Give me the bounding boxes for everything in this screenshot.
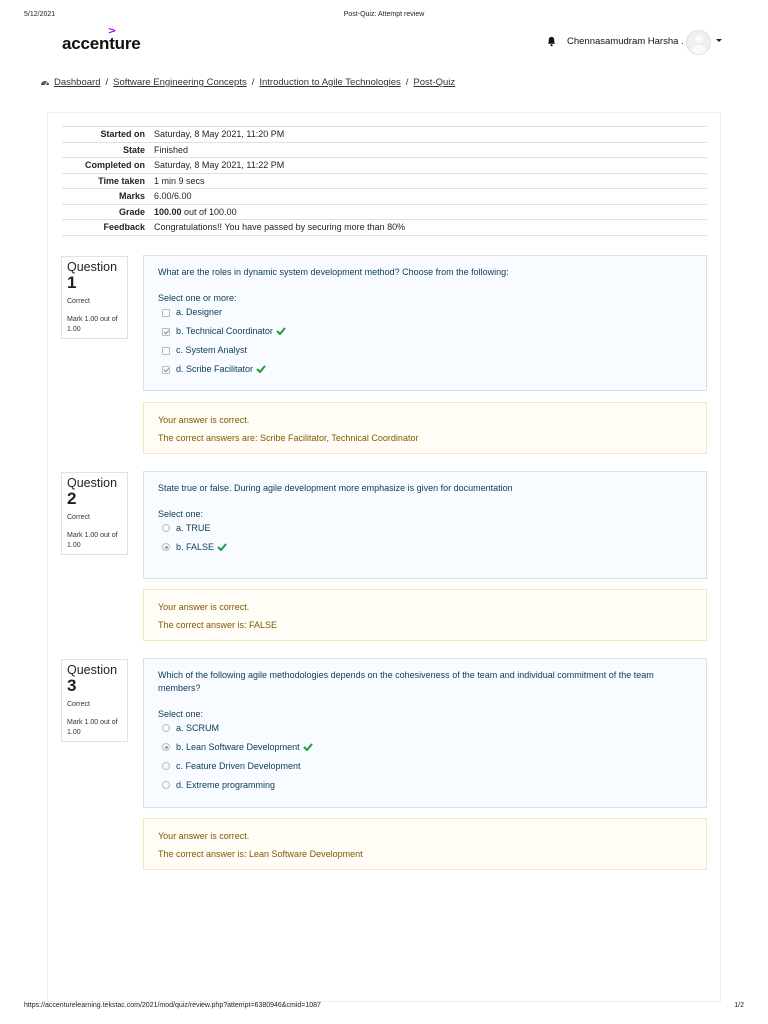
question-label: Question bbox=[67, 260, 118, 274]
check-icon bbox=[303, 743, 313, 751]
question-info bbox=[61, 256, 128, 339]
summary-value bbox=[154, 204, 707, 220]
grade-total: out of 100.00 bbox=[181, 206, 237, 217]
answer-radio[interactable] bbox=[162, 781, 170, 789]
answer-radio[interactable] bbox=[162, 724, 170, 732]
breadcrumb-quiz[interactable]: Post-Quiz bbox=[413, 77, 456, 88]
answer-label: a. TRUE bbox=[176, 523, 211, 533]
summary-value: Saturday, 8 May 2021, 11:20 PM bbox=[154, 129, 285, 140]
answer-radio[interactable] bbox=[162, 743, 170, 751]
summary-value: 1 min 9 secs bbox=[154, 175, 205, 186]
answer-option[interactable] bbox=[158, 341, 692, 360]
summary-row bbox=[62, 142, 707, 158]
print-title: Post-Quiz: Attempt review bbox=[343, 11, 425, 18]
question-mark: Mark 1.00 out of 1.00 bbox=[67, 316, 118, 333]
avatar-head bbox=[695, 35, 703, 43]
question-content bbox=[143, 471, 707, 579]
summary-value: 6.00/6.00 bbox=[154, 191, 192, 202]
right-answer-text: The correct answer is: FALSE bbox=[158, 620, 278, 630]
answer-option[interactable] bbox=[158, 360, 692, 379]
question-feedback bbox=[143, 589, 707, 641]
summary-row bbox=[62, 173, 707, 189]
summary-value: Saturday, 8 May 2021, 11:22 PM bbox=[154, 160, 285, 171]
dashboard-icon bbox=[40, 78, 50, 86]
summary-label: Completed on bbox=[85, 160, 145, 171]
breadcrumb-separator: / bbox=[105, 77, 109, 88]
answer-label: b. Lean Software Development bbox=[176, 742, 300, 752]
question-content bbox=[143, 658, 707, 808]
summary-label: Grade bbox=[118, 206, 145, 217]
question-label: Question bbox=[67, 476, 118, 490]
print-date: 5/12/2021 bbox=[24, 11, 56, 18]
summary-row bbox=[62, 127, 707, 143]
summary-label: State bbox=[122, 144, 145, 155]
breadcrumb-separator: / bbox=[405, 77, 409, 88]
breadcrumb bbox=[40, 77, 455, 88]
summary-label: Time taken bbox=[98, 175, 145, 186]
summary-value: Finished bbox=[154, 144, 189, 155]
check-icon bbox=[276, 327, 286, 335]
answer-radio[interactable] bbox=[162, 543, 170, 551]
question-info bbox=[61, 659, 128, 742]
question-number: 2 bbox=[67, 489, 77, 508]
logo-accent-mark: > bbox=[108, 26, 116, 37]
navbar bbox=[0, 28, 768, 64]
summary-row bbox=[62, 158, 707, 174]
answer-label: c. System Analyst bbox=[176, 345, 248, 355]
summary-label: Marks bbox=[118, 191, 145, 202]
breadcrumb-course[interactable]: Software Engineering Concepts bbox=[113, 77, 247, 88]
summary-label: Started on bbox=[100, 129, 145, 140]
print-page-number: 1/2 bbox=[734, 1002, 744, 1009]
question-mark: Mark 1.00 out of 1.00 bbox=[67, 719, 118, 736]
answer-option[interactable] bbox=[158, 719, 692, 738]
feedback-text: Your answer is correct. bbox=[158, 831, 250, 841]
grade-value: 100.00 bbox=[154, 206, 182, 217]
answer-option[interactable] bbox=[158, 538, 692, 557]
question-text: What are the roles in dynamic system development method? Choose from the following: bbox=[158, 267, 509, 277]
right-answer-text: The correct answer is: Lean Software Development bbox=[158, 849, 363, 859]
question-number: 3 bbox=[67, 676, 77, 695]
answer-label: d. Extreme programming bbox=[176, 780, 276, 790]
attempt-summary-table bbox=[62, 126, 707, 236]
answer-label: a. SCRUM bbox=[176, 723, 220, 733]
question-label: Question bbox=[67, 663, 118, 677]
answer-option[interactable] bbox=[158, 322, 692, 341]
question-text: Which of the following agile methodologies depends on the cohesiveness of the team and individual commitment of the team members? bbox=[158, 670, 654, 693]
answer-option[interactable] bbox=[158, 757, 692, 776]
answer-radio[interactable] bbox=[162, 524, 170, 532]
answer-label: a. Designer bbox=[176, 307, 223, 317]
avatar[interactable] bbox=[686, 30, 711, 55]
caret-down-icon[interactable] bbox=[716, 39, 722, 42]
right-answer-text: The correct answers are: Scribe Facilitator, Technical Coordinator bbox=[158, 433, 419, 443]
question-prompt: Select one or more: bbox=[158, 293, 237, 303]
answer-checkbox[interactable] bbox=[162, 366, 170, 374]
answer-option[interactable] bbox=[158, 776, 692, 795]
feedback-text: Your answer is correct. bbox=[158, 415, 250, 425]
answer-label: c. Feature Driven Development bbox=[176, 761, 301, 771]
summary-value: Congratulations!! You have passed by securing more than 80% bbox=[154, 222, 406, 233]
logo-text: accenture bbox=[62, 34, 141, 53]
accenture-logo[interactable] bbox=[62, 26, 141, 54]
bell-icon[interactable] bbox=[546, 36, 557, 47]
question-number: 1 bbox=[67, 273, 77, 292]
question-feedback bbox=[143, 818, 707, 870]
question-state: Correct bbox=[67, 701, 90, 708]
print-header bbox=[0, 11, 768, 23]
avatar-body bbox=[691, 45, 707, 55]
summary-label: Feedback bbox=[103, 222, 145, 233]
answer-checkbox[interactable] bbox=[162, 328, 170, 336]
summary-row bbox=[62, 220, 707, 236]
check-icon bbox=[217, 543, 227, 551]
answer-checkbox[interactable] bbox=[162, 347, 170, 355]
answer-option[interactable] bbox=[158, 519, 692, 538]
answer-option[interactable] bbox=[158, 738, 692, 757]
question-content bbox=[143, 255, 707, 391]
breadcrumb-dashboard[interactable]: Dashboard bbox=[54, 77, 101, 88]
answer-label: d. Scribe Facilitator bbox=[176, 364, 254, 374]
question-mark: Mark 1.00 out of 1.00 bbox=[67, 532, 118, 549]
summary-row bbox=[62, 189, 707, 205]
print-url: https://accenturelearning.tekstac.com/2021/mod/quiz/review.php?attempt=6380946&cmid=1087 bbox=[24, 1002, 321, 1009]
question-state: Correct bbox=[67, 514, 90, 521]
question-state: Correct bbox=[67, 298, 90, 305]
answer-label: b. Technical Coordinator bbox=[176, 326, 273, 336]
breadcrumb-section[interactable]: Introduction to Agile Technologies bbox=[259, 77, 401, 88]
answer-checkbox[interactable] bbox=[162, 309, 170, 317]
answer-label: b. FALSE bbox=[176, 542, 215, 552]
answer-option[interactable] bbox=[158, 303, 692, 322]
check-icon bbox=[256, 365, 266, 373]
question-info bbox=[61, 472, 128, 555]
summary-row bbox=[62, 204, 707, 220]
feedback-text: Your answer is correct. bbox=[158, 602, 250, 612]
question-prompt: Select one: bbox=[158, 509, 204, 519]
breadcrumb-separator: / bbox=[251, 77, 255, 88]
question-feedback bbox=[143, 402, 707, 454]
question-text: State true or false. During agile development more emphasize is given for documentation bbox=[158, 483, 513, 493]
user-name[interactable]: Chennasamudram Harsha . bbox=[567, 36, 684, 47]
answer-radio[interactable] bbox=[162, 762, 170, 770]
question-prompt: Select one: bbox=[158, 709, 204, 719]
